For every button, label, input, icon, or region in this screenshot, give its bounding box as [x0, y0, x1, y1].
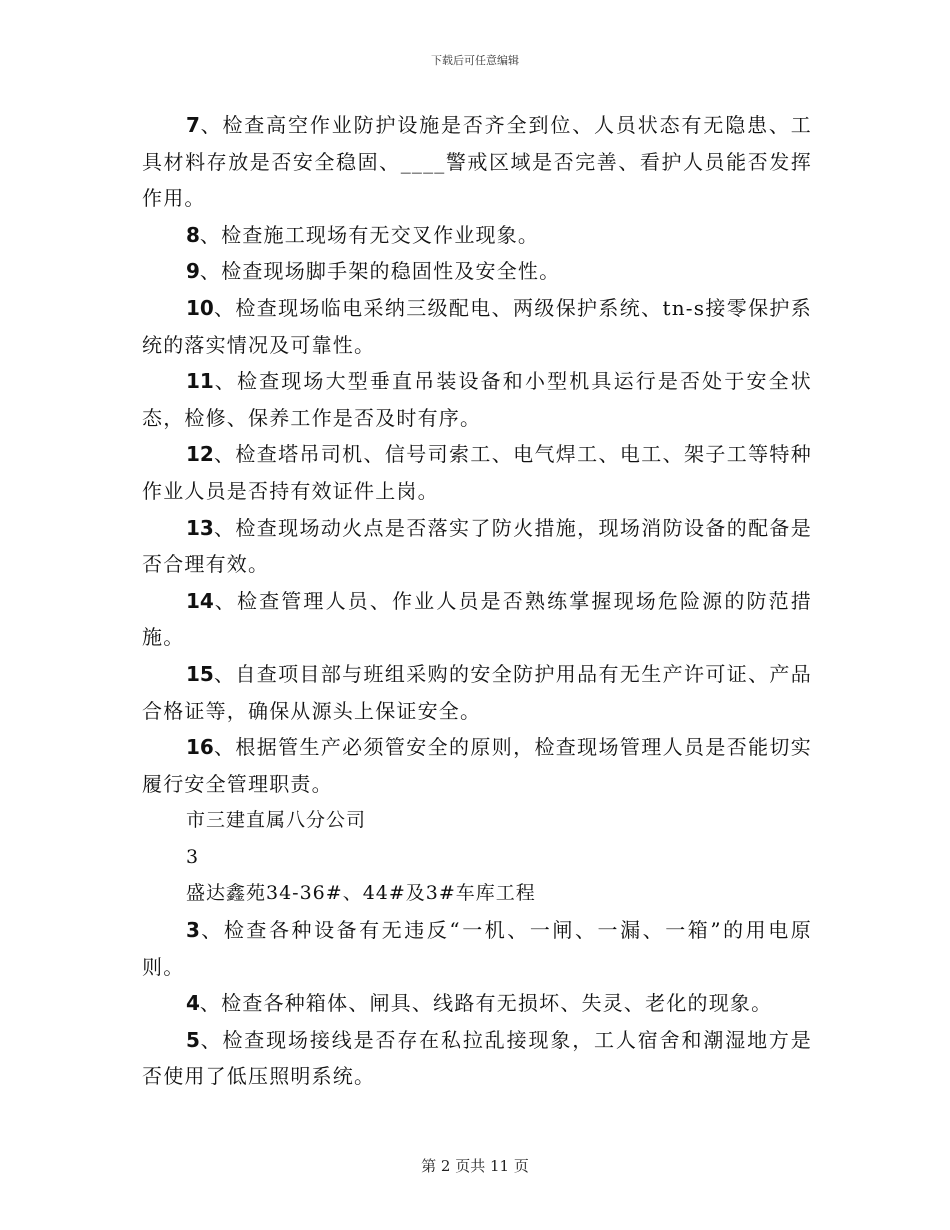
- document-body: [142, 107, 812, 1095]
- item-number: 12: [186, 442, 214, 467]
- item-number: 4: [186, 991, 200, 1016]
- list-item-15: [142, 656, 812, 729]
- item-text: 、检查各种箱体、闸具、线路有无损坏、失灵、老化的现象。: [199, 991, 773, 1016]
- item-text: 、检查塔吊司机、信号司索工、电气焊工、电工、架子工等特种作业人员是否持有效证件上岗。: [142, 442, 812, 503]
- item-number: 8: [186, 222, 200, 247]
- list-item-16: [142, 729, 812, 802]
- item-text: 、检查现场接线是否存在私拉乱接现象，工人宿舍和潮湿地方是否使用了低压照明系统。: [142, 1027, 812, 1089]
- list-item-11: [142, 363, 812, 436]
- item-text: 、检查高空作业防护设施是否齐全到位、人员状态有无隐患、工具材料存放是否安全稳固、____警戒区域是否完善、看护人员能否发挥作用。: [142, 113, 812, 211]
- item-text: 、检查施工现场有无交叉作业现象。: [199, 222, 540, 247]
- item-number: 11: [186, 369, 214, 394]
- item-text: 、检查管理人员、作业人员是否熟练掌握现场危险源的防范措施。: [142, 588, 812, 650]
- item-text: 、检查现场脚手架的稳固性及安全性。: [199, 259, 561, 284]
- item-number: 14: [186, 588, 214, 613]
- list-item-3: [142, 912, 812, 985]
- item-text: 、检查各种设备有无违反“一机、一闸、一漏、一箱”的用电原则。: [142, 918, 812, 979]
- item-number: 5: [186, 1027, 200, 1052]
- list-item-10: [142, 290, 812, 363]
- company-name: 市三建直属八分公司: [186, 809, 367, 832]
- list-item-12: [142, 436, 812, 509]
- item-number: 7: [186, 113, 200, 137]
- project-name: 盛达鑫苑34-36#、44#及3#车库工程: [186, 882, 536, 905]
- list-item-13: [142, 510, 812, 583]
- item-number: 15: [186, 661, 214, 686]
- list-item-9: [142, 253, 812, 290]
- page-header: 下载后可任意编辑: [431, 54, 519, 67]
- item-number: 3: [186, 918, 200, 943]
- item-number: 13: [186, 515, 214, 540]
- list-item-5: [142, 1022, 812, 1095]
- item-number: 10: [186, 295, 214, 320]
- list-item-8: [142, 217, 812, 254]
- item-text: 、检查现场动火点是否落实了防火措施，现场消防设备的配备是否合理有效。: [142, 515, 812, 577]
- page-footer: 第 2 页共 11 页: [421, 1157, 529, 1175]
- list-item-14: [142, 583, 812, 656]
- item-text: 、根据管生产必须管安全的原则，检查现场管理人员是否能切实履行安全管理职责。: [142, 735, 812, 796]
- item-number: 16: [186, 735, 214, 760]
- item-number: 9: [186, 259, 200, 284]
- item-text: 、自查项目部与班组采购的安全防护用品有无生产许可证、产品合格证等，确保从源头上保证安全。: [142, 661, 812, 723]
- list-item-7: [142, 107, 812, 217]
- item-text: 、检查现场临电采纳三级配电、两级保护系统、tn-s接零保护系统的落实情况及可靠性。: [142, 295, 812, 357]
- item-text: 、检查现场大型垂直吊装设备和小型机具运行是否处于安全状态，检修、保养工作是否及时有序。: [142, 369, 812, 430]
- section-number: 3: [186, 845, 200, 868]
- list-item-4: [142, 985, 812, 1022]
